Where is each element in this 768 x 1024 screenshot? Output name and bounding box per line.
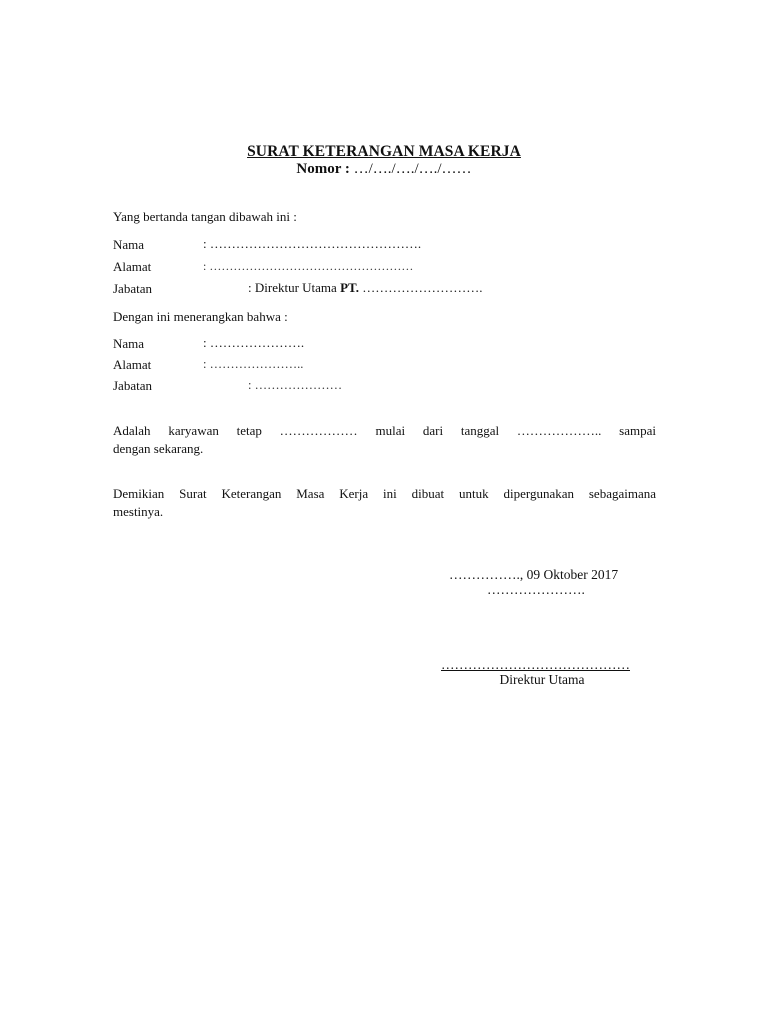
- letter-number-label: Nomor :: [296, 161, 350, 177]
- employee-address-label: Alamat: [113, 357, 152, 372]
- signer-position-value: [248, 280, 482, 296]
- closing-paragraph-line2: mestinya.: [113, 504, 164, 519]
- employee-address-value: : …………………..: [203, 357, 304, 371]
- letter-number-value: …/…./…./…./……: [349, 161, 472, 177]
- employee-name-value: : ………………….: [203, 335, 305, 350]
- date-dots: ………………….: [487, 582, 585, 597]
- closing-paragraph-line1: Demikian Surat Keterangan Masa Kerja ini dibuat untuk dipergunakan sebagaimana: [113, 486, 656, 501]
- letter-number: [0, 161, 768, 178]
- signer-company-dots: ……………………….: [358, 280, 483, 295]
- employment-paragraph-line1: Adalah karyawan tetap ……………… mulai dari tanggal ……………….. sampai: [113, 423, 656, 438]
- signer-company-prefix: PT.: [340, 280, 359, 295]
- date-place: ……………., 09 Oktober 2017: [449, 567, 619, 582]
- employee-position-value: : …………………: [248, 378, 343, 392]
- signer-name-label: Nama: [113, 237, 145, 252]
- employment-paragraph-line2: dengan sekarang.: [113, 441, 204, 456]
- signer-position-label: Jabatan: [113, 281, 152, 296]
- statement-intro: Dengan ini menerangkan bahwa :: [113, 309, 288, 324]
- intro-text: Yang bertanda tangan dibawah ini :: [113, 209, 297, 224]
- signer-address-value: : ……………………………………………: [203, 259, 414, 273]
- signature-line: ……………………………………: [441, 657, 630, 672]
- employee-position-label: Jabatan: [113, 378, 152, 393]
- signer-name-value: : ………………………………………….: [203, 236, 422, 251]
- signature-title: Direktur Utama: [499, 672, 585, 687]
- signer-address-label: Alamat: [113, 259, 152, 274]
- letter-title: SURAT KETERANGAN MASA KERJA: [247, 143, 521, 160]
- employee-name-label: Nama: [113, 336, 145, 351]
- signer-position-text: : Direktur Utama: [248, 280, 341, 295]
